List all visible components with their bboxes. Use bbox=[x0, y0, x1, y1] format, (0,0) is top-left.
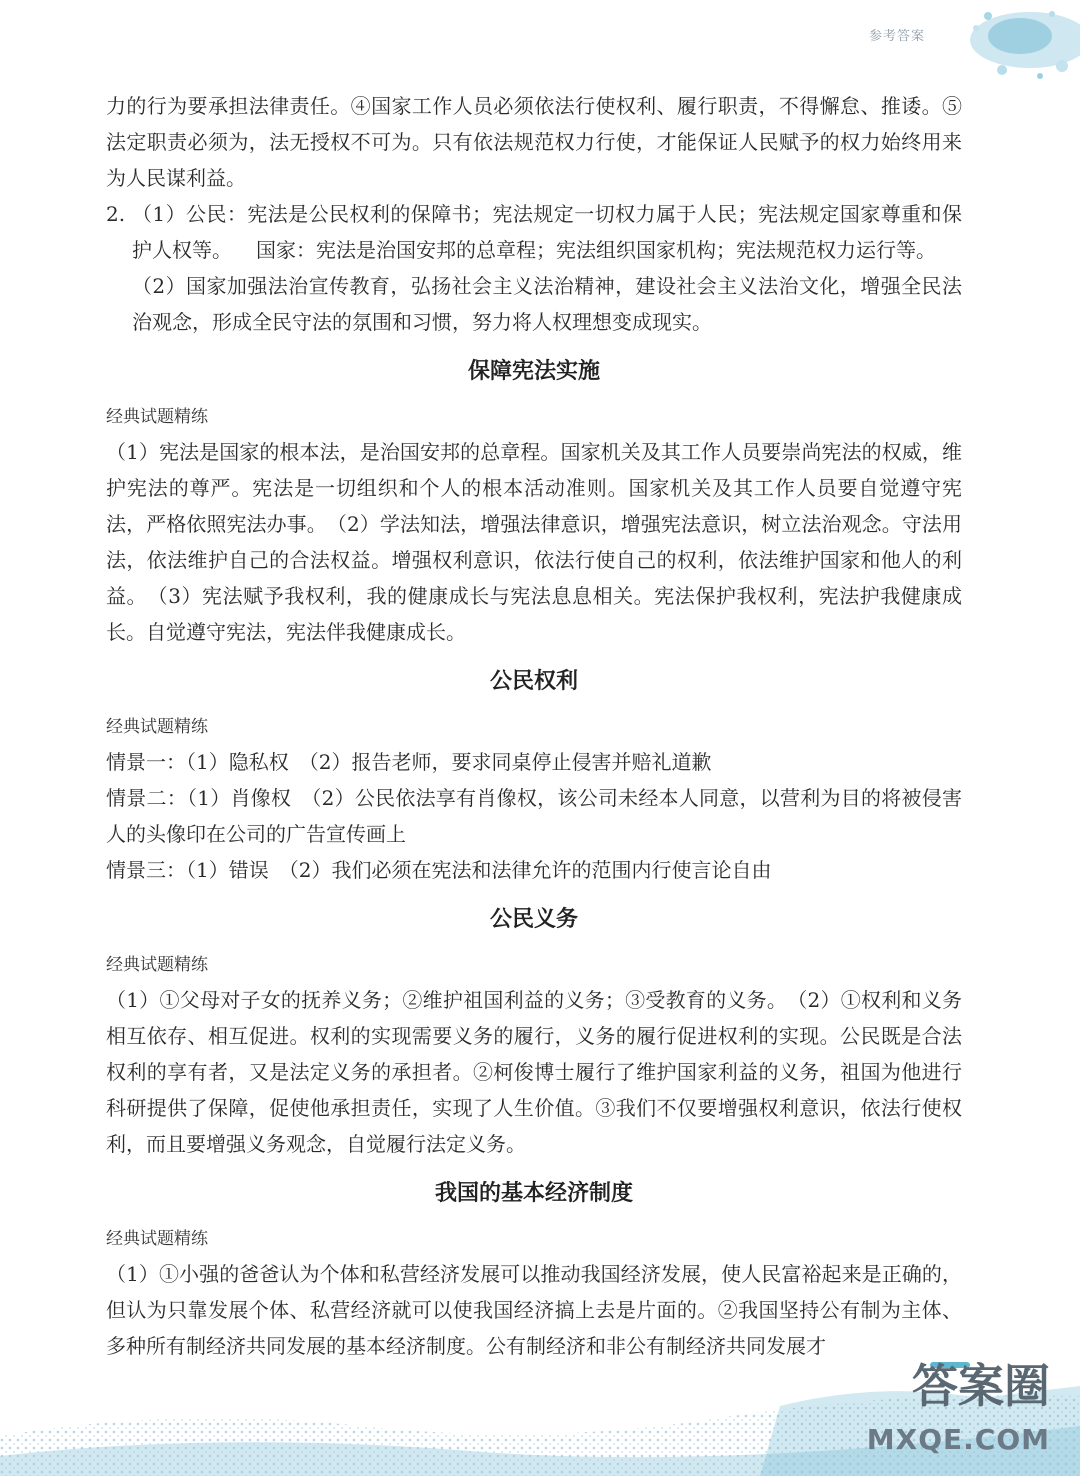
watermark-logo: 答案圈 bbox=[912, 1359, 1050, 1413]
section-sub-label: 经典试题精练 bbox=[106, 407, 208, 427]
section-paragraph: （1）①小强的爸爸认为个体和私营经济发展可以推动我国经济发展，使人民富裕起来是正确的，但认为只靠发展个体、私营经济就可以使我国经济搞上去是片面的。②我国坚持公有制为主体、多种所有制经济共同发展的基本经济制度。公有制经济和非公有制经济共同发展才 bbox=[106, 1262, 962, 1358]
answer-item-2 bbox=[106, 196, 962, 340]
section-paragraph: （1）①父母对子女的抚养义务；②维护祖国利益的义务；③受教育的义务。 （2）①权利和义务相互依存、相互促进。权利的实现需要义务的履行，义务的履行促进权利的实现。公民既是合法权利的享有者，又是法定义务的承担者。②柯俊博士履行了维护国家利益的义务，祖国为他进行科研提供了保障，促使他承担责任，实现了人生价值。③我们不仅要增强权利意识，依法行使权利，而且要增强义务观念，自觉履行法定义务。 bbox=[106, 988, 962, 1156]
section-title-citizen-duties: 公民义务 bbox=[489, 907, 578, 932]
section-title-citizen-rights: 公民权利 bbox=[489, 669, 578, 694]
section-title-economic-system: 我国的基本经济制度 bbox=[434, 1181, 633, 1206]
section-sub-label: 经典试题精练 bbox=[106, 1229, 208, 1249]
page-content bbox=[106, 88, 962, 1364]
intro-paragraph: 力的行为要承担法律责任。④国家工作人员必须依法行使权利、履行职责，不得懈怠、推诿。⑤法定职责必须为，法无授权不可为。只有依法规范权力行使，才能保证人民赋予的权力始终用来为人民谋利益。 bbox=[106, 94, 962, 190]
item-number: 2. bbox=[106, 202, 126, 226]
section-paragraph: 情景二：（1）肖像权 （2）公民依法享有肖像权，该公司未经本人同意，以营利为目的将被侵害人的头像印在公司的广告宣传画上 bbox=[106, 786, 962, 846]
section-sub-label: 经典试题精练 bbox=[106, 717, 208, 737]
item-2-part-2: （2）国家加强法治宣传教育，弘扬社会主义法治精神，建设社会主义法治文化，增强全民法治观念，形成全民守法的氛围和习惯，努力将人权理想变成现实。 bbox=[132, 274, 962, 334]
header-decoration bbox=[780, 0, 1080, 90]
watermark-url: MXQE.COM bbox=[866, 1423, 1050, 1456]
section-sub-label: 经典试题精练 bbox=[106, 955, 208, 975]
section-paragraph: （1）宪法是国家的根本法，是治国安邦的总章程。国家机关及其工作人员要崇尚宪法的权威，维护宪法的尊严。宪法是一切组织和个人的根本活动准则。国家机关及其工作人员要自觉遵守宪法，严格依照宪法办事。 （2）学法知法，增强法律意识，增强宪法意识，树立法治观念。守法用法，依法维护自己的合法权益。增强权利意识，依法行使自己的权利，依法维护国家和他人的利益。 （3）宪法赋予我权利，我的健康成长与宪法息息相关。宪法保护我权利，宪法护我健康成长。自觉遵守宪法，宪法伴我健康成长。 bbox=[106, 440, 962, 644]
section-paragraph: 情景一：（1）隐私权 （2）报告老师，要求同桌停止侵害并赔礼道歉 bbox=[106, 750, 712, 774]
section-title-constitution: 保障宪法实施 bbox=[467, 359, 600, 384]
header-label: 参考答案 bbox=[868, 29, 925, 44]
section-paragraph: 情景三：（1）错误 （2）我们必须在宪法和法律允许的范围内行使言论自由 bbox=[106, 858, 772, 882]
item-2-part-1: （1）公民：宪法是公民权利的保障书；宪法规定一切权力属于人民；宪法规定国家尊重和保护人权等。 国家：宪法是治国安邦的总章程；宪法组织国家机构；宪法规范权力运行等。 bbox=[132, 202, 962, 262]
